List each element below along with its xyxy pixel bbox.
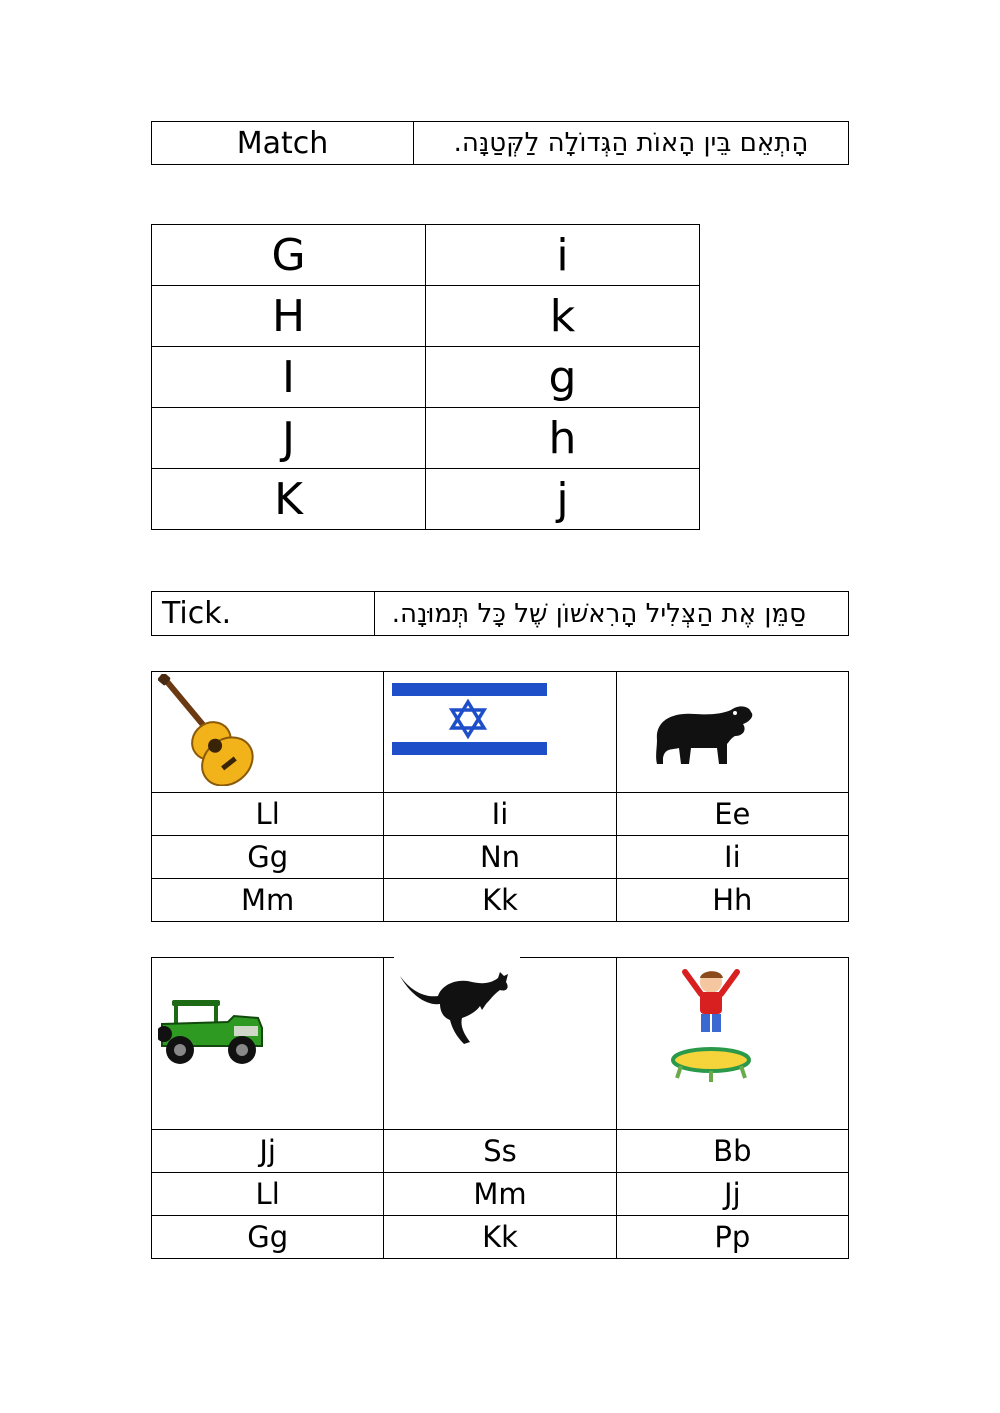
jeep-icon — [158, 994, 264, 1066]
image-border-gap — [394, 955, 520, 960]
picture-cell-boy-trampoline — [616, 958, 848, 1130]
option-cell[interactable]: Gg — [152, 836, 384, 879]
match-row — [152, 408, 700, 469]
option-cell[interactable]: Ll — [152, 793, 384, 836]
picture-cell-hippo — [616, 672, 848, 793]
option-cell[interactable]: Bb — [616, 1130, 848, 1173]
option-cell[interactable]: Kk — [384, 879, 616, 922]
match-table — [151, 224, 700, 530]
lowercase-letter[interactable]: g — [426, 347, 700, 408]
tick-instruction-header — [151, 591, 849, 636]
picture-row — [152, 672, 849, 793]
option-row — [152, 1130, 849, 1173]
picture-cell-guitar — [152, 672, 384, 793]
uppercase-letter[interactable]: K — [152, 469, 426, 530]
option-cell[interactable]: Ll — [152, 1173, 384, 1216]
tick-label-he: סַמֵּן אֶת הַצְּלִיל הָרִאשׁוֹן שֶׁל כָּל תְּמוּנָה. — [375, 592, 849, 636]
option-cell[interactable]: Ss — [384, 1130, 616, 1173]
lowercase-letter[interactable]: k — [426, 286, 700, 347]
kangaroo-icon — [398, 964, 514, 1046]
israel-flag-icon — [392, 680, 547, 758]
option-row — [152, 793, 849, 836]
tick-table-1 — [151, 671, 849, 922]
option-cell[interactable]: Ii — [384, 793, 616, 836]
picture-cell-jeep — [152, 958, 384, 1130]
option-cell[interactable]: Nn — [384, 836, 616, 879]
match-row — [152, 225, 700, 286]
option-cell[interactable]: Ee — [616, 793, 848, 836]
tick-label-en: Tick. — [152, 592, 375, 636]
lowercase-letter[interactable]: h — [426, 408, 700, 469]
uppercase-letter[interactable]: G — [152, 225, 426, 286]
option-cell[interactable]: Jj — [152, 1130, 384, 1173]
option-row — [152, 879, 849, 922]
option-cell[interactable]: Jj — [616, 1173, 848, 1216]
picture-cell-kangaroo — [384, 958, 616, 1130]
uppercase-letter[interactable]: J — [152, 408, 426, 469]
picture-cell-flag — [384, 672, 616, 793]
boy-trampoline-icon — [667, 964, 757, 1086]
option-row — [152, 1173, 849, 1216]
option-cell[interactable]: Ii — [616, 836, 848, 879]
hippo-icon — [651, 700, 757, 770]
uppercase-letter[interactable]: I — [152, 347, 426, 408]
lowercase-letter[interactable]: i — [426, 225, 700, 286]
match-row — [152, 286, 700, 347]
picture-row — [152, 958, 849, 1130]
uppercase-letter[interactable]: H — [152, 286, 426, 347]
option-cell[interactable]: Gg — [152, 1216, 384, 1259]
option-cell[interactable]: Pp — [616, 1216, 848, 1259]
option-cell[interactable]: Hh — [616, 879, 848, 922]
match-row — [152, 469, 700, 530]
option-row — [152, 836, 849, 879]
option-cell[interactable]: Mm — [384, 1173, 616, 1216]
match-label-en: Match — [152, 122, 414, 165]
match-label-he: הָתְאֵם בֵּין הָאוֹת הַגְּדוֹלָה לַקְּטַנָּה. — [414, 122, 849, 165]
match-row — [152, 347, 700, 408]
tick-table-2 — [151, 957, 849, 1259]
guitar-icon — [158, 674, 260, 786]
option-cell[interactable]: Mm — [152, 879, 384, 922]
lowercase-letter[interactable]: j — [426, 469, 700, 530]
option-row — [152, 1216, 849, 1259]
option-cell[interactable]: Kk — [384, 1216, 616, 1259]
match-instruction-header — [151, 121, 849, 165]
